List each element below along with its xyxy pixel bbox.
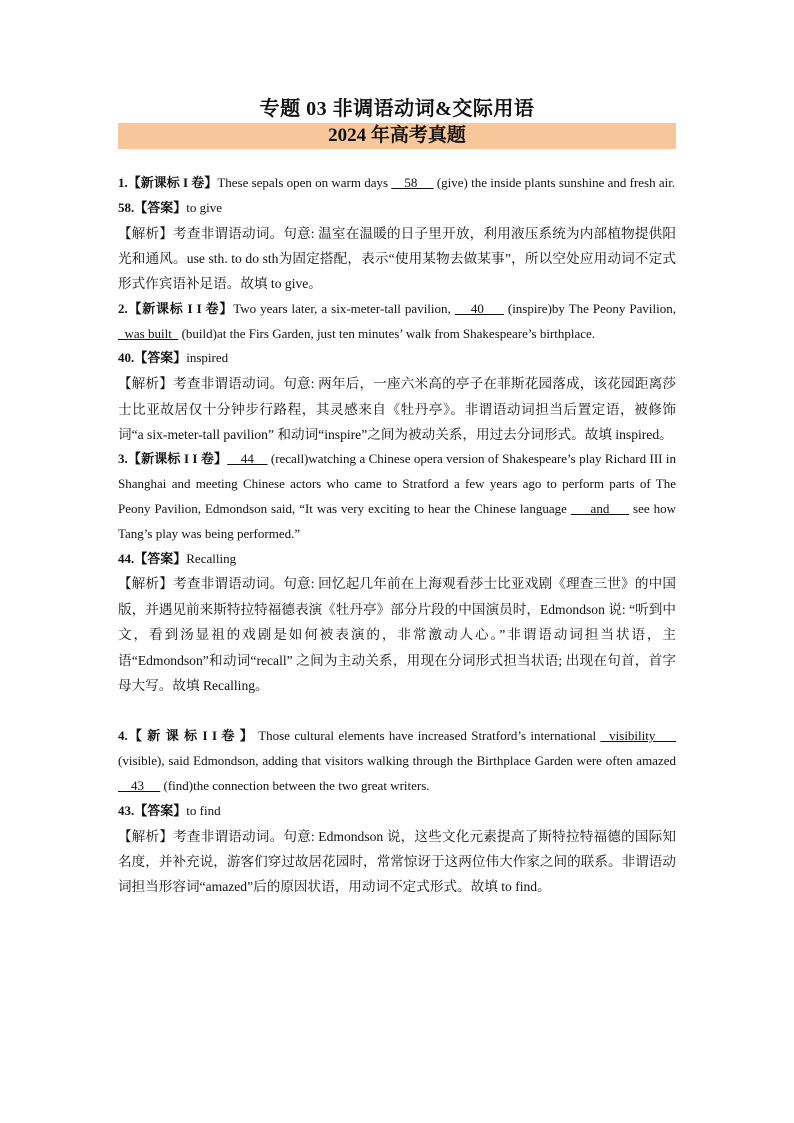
answer-line: [118, 196, 676, 221]
answer-blank: 44: [227, 451, 268, 467]
answer-blank: 58: [391, 175, 434, 190]
analysis-label: 【解析】: [118, 376, 174, 392]
question-text: (visible), said Edmondson, adding that visitors walking through the Birthplace Garden were often amazed: [118, 753, 676, 769]
question-text: see how Tang’s play was being performed.”: [118, 501, 676, 541]
analysis-label: 【解析】: [118, 576, 174, 592]
document-page: [118, 96, 676, 900]
question-text: (give) the inside plants sunshine and fresh air.: [433, 175, 676, 190]
answer-line: [118, 799, 676, 824]
analysis-label: 【解析】: [118, 828, 174, 844]
question-number: 2.【新课标 I I 卷】: [118, 300, 234, 316]
answer-line: [118, 547, 676, 572]
analysis-paragraph: [118, 824, 676, 900]
analysis-text: 考查非谓语动词。句意: Edmondson 说，这些文化元素提高了斯特拉特福德的国际知名度，并补充说，游客们穿过故居花园时，常常惊讶于这两位伟大作家之间的联系。非谓语动词担当形容词“amazed”后的原因状语，用动词不定式形式。故填 to find。: [118, 828, 676, 895]
question-text: (find)the connection between the two great writers.: [160, 778, 430, 794]
answer-line: [118, 346, 676, 371]
answer-label: 58.【答案】: [118, 199, 187, 215]
answer-text: to find: [186, 802, 221, 818]
question-3: [118, 447, 676, 546]
question-text: Two years later, a six-meter-tall pavilion,: [233, 300, 455, 316]
question-text: (recall)watching a Chinese opera version of Shakespeare’s play Richard III in Shanghai and meeting Chinese actors who came to Stratford a few years ago to perform parts of The Peony Pavilion, Edmondson said, “It was very exciting to hear the Chinese language: [118, 451, 676, 517]
question-text: These sepals open on warm days: [217, 175, 392, 190]
analysis-label: 【解析】: [118, 225, 174, 241]
answer-blank: 43: [118, 778, 161, 794]
question-text: (inspire)by The Peony Pavilion,: [503, 300, 676, 316]
question-number: 3.【新课标 I I 卷】: [118, 451, 228, 467]
spacer: [118, 698, 676, 724]
question-text: (build)at the Firs Garden, just ten minutes’ walk from Shakespeare’s birthplace.: [178, 325, 596, 341]
question-number: 1.【新课标 I 卷】: [118, 175, 218, 190]
answer-blank: visibility: [600, 728, 676, 744]
answer-text: inspired: [186, 350, 229, 366]
analysis-paragraph: [118, 371, 676, 447]
question-4: [118, 724, 676, 798]
answer-text: Recalling: [186, 550, 237, 566]
analysis-text: 考查非谓语动词。句意: 回忆起几年前在上海观看莎士比亚戏剧《理查三世》的中国版，并遇见前来斯特拉特福德表演《牡丹亭》部分片段的中国演员时，Edmondson 说: “听到中文，看到汤显祖的戏剧是如何被表演的，非常激动人心。”非谓语动词担当状语，主语“Edmondson”和动词“recall” 之间为主动关系，用现在分词形式担当状语; 出现在句首，首字母大写。故填 Recalling。: [118, 576, 676, 694]
question-1: [118, 171, 676, 196]
analysis-paragraph: [118, 571, 676, 698]
answer-text: to give: [186, 199, 223, 215]
question-2: [118, 297, 676, 347]
analysis-text: 考查非谓语动词。句意: 两年后，一座六米高的亭子在菲斯花园落成，该花园距离莎士比亚故居仅十分钟步行路程，其灵感来自《牡丹亭》。非谓语动词担当后置定语，被修饰词“a six-meter-tall pavilion” 和动词“inspire”之间为被动关系，用过去分词形式。故填 inspired。: [118, 376, 676, 443]
answer-label: 43.【答案】: [118, 802, 187, 818]
document-body: [118, 171, 676, 900]
page-title: 专题 03 非调语动词&交际用语: [259, 98, 535, 120]
answer-blank: and: [570, 501, 630, 517]
analysis-text: 考查非谓语动词。句意: 温室在温暖的日子里开放，利用液压系统为内部植物提供阳光和通风。use sth. to do sth为固定搭配，表示“使用某物去做某事”，所以空处应用动词不定式形式作宾语补足语。故填 to give。: [118, 225, 676, 292]
analysis-paragraph: [118, 221, 676, 297]
question-number: 4.【 新 课 标 I I 卷 】: [118, 728, 254, 744]
question-text: Those cultural elements have increased Stratford’s international: [253, 728, 601, 744]
answer-label: 44.【答案】: [118, 550, 187, 566]
answer-blank: 40: [454, 300, 504, 316]
answer-blank: was built: [118, 325, 179, 341]
answer-label: 40.【答案】: [118, 350, 187, 366]
section-banner: 2024 年高考真题: [118, 123, 676, 149]
